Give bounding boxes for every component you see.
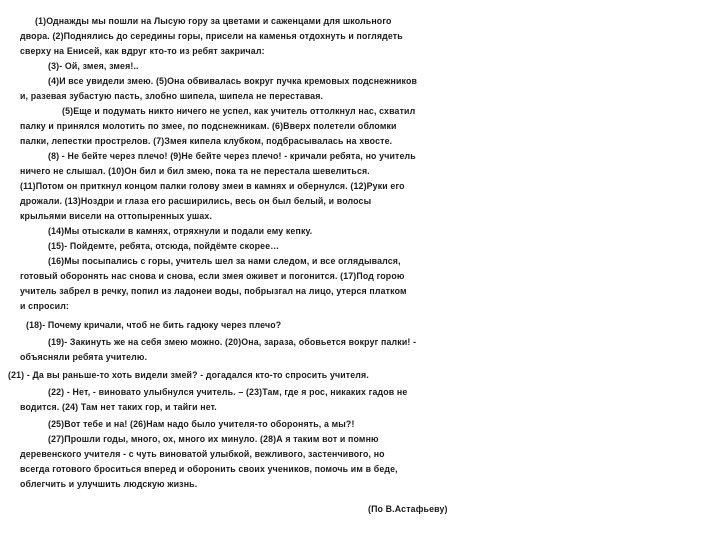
text-line: (18)- Почему кричали, чтоб не бить гадюку через плечо?: [26, 320, 282, 330]
text-line: двора. (2)Поднялись до середины горы, присели на каменья отдохнуть и поглядеть: [20, 31, 403, 41]
text-line: (1)Однажды мы пошли на Лысую гору за цветами и саженцами для школьного: [35, 16, 392, 26]
text-line: (19)- Закинуть же на себя змею можно. (20)Она, зараза, обовьется вокруг палки! -: [48, 337, 417, 347]
text-line: дрожали. (13)Ноздри и глаза его расширились, весь он был белый, и волосы: [20, 196, 372, 206]
text-line: (15)- Пойдемте, ребята, отсюда, пойдёмте скорее…: [48, 241, 280, 251]
text-line: облегчить и улучшить людскую жизнь.: [20, 479, 198, 489]
text-line: (8) - Не бейте через плечо! (9)Не бейте через плечо! - кричали ребята, но учитель: [48, 151, 416, 161]
text-line: (11)Потом он приткнул концом палки голову змеи в камнях и обернулся. (12)Руки его: [20, 181, 405, 191]
text-line: и спросил:: [20, 301, 70, 311]
text-line: (4)И все увидели змею. (5)Она обвивалась вокруг пучка кремовых подснежников: [48, 76, 418, 86]
text-line: объясняли ребята учителю.: [20, 352, 148, 362]
text-line: (27)Прошли годы, много, ох, много их минуло. (28)А я таким вот и помню: [48, 434, 379, 444]
text-line: палки, лепестки прострелов. (7)Змея кипела клубком, подбрасывалась на хвосте.: [20, 136, 393, 146]
text-line: готовый оборонять нас снова и снова, если змея оживет и погонится. (17)Под горою: [20, 271, 405, 281]
text-line: и, разевая зубастую пасть, злобно шипела, шипела не переставая.: [20, 91, 324, 101]
text-line: водится. (24) Там нет таких гор, и тайги нет.: [20, 402, 217, 412]
text-line: всегда готового броситься вперед и оборонить своих учеников, помочь им в беде,: [20, 464, 398, 474]
text-line: деревенского учителя - с чуть виноватой улыбкой, вежливого, застенчивого, но: [20, 449, 385, 459]
text-line: (21) - Да вы раньше-то хоть видели змей? - догадался кто-то спросить учителя.: [8, 370, 369, 380]
text-line: учитель забрел в речку, попил из ладонеи воды, побрызгал на лицо, утерся платком: [20, 286, 407, 296]
text-line: палку и принялся молотить по змее, по подснежникам. (6)Вверх полетели обломки: [20, 121, 397, 131]
text-line: (16)Мы посыпались с горы, учитель шел за нами следом, и все оглядывался,: [48, 256, 401, 266]
text-line: крыльями висели на оттопыренных ушах.: [20, 211, 213, 221]
text-line: ничего не слышал. (10)Он бил и бил змею, пока та не перестала шевелиться.: [20, 166, 370, 176]
text-line: (25)Вот тебе и на! (26)Нам надо было учителя-то оборонять, а мы?!: [48, 419, 355, 429]
text-line: (22) - Нет, - виновато улыбнулся учитель. – (23)Там, где я рос, никаких гадов не: [48, 387, 408, 397]
text-line: (14)Мы отыскали в камнях, отряхнули и подали ему кепку.: [48, 226, 313, 236]
author-attribution: (По В.Астафьеву): [368, 504, 448, 514]
text-line: сверху на Енисей, как вдруг кто-то из ребят закричал:: [20, 46, 265, 56]
text-line: (5)Еще и подумать никто ничего не успел, как учитель оттолкнул нас, схватил: [62, 106, 416, 116]
text-line: (3)- Ой, змея, змея!..: [48, 61, 139, 71]
